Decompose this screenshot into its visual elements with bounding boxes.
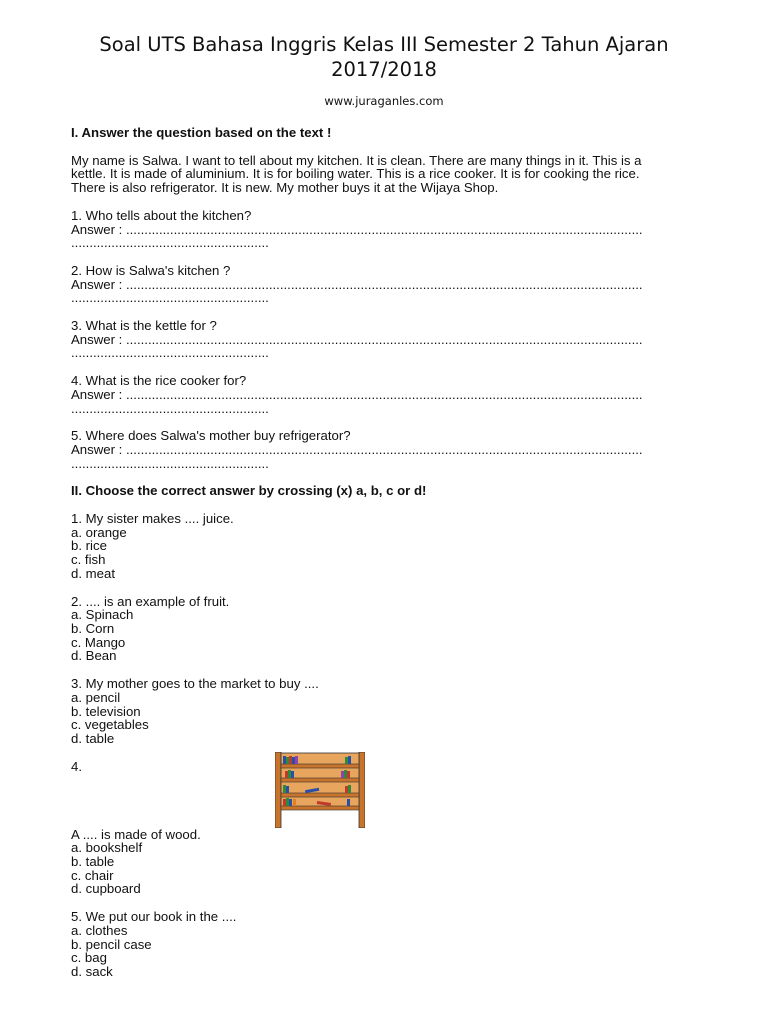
option-c[interactable]: c. chair (71, 867, 114, 883)
question-number: 4. (71, 758, 82, 774)
option-d[interactable]: d. meat (71, 565, 115, 581)
option-d[interactable]: d. sack (71, 963, 113, 979)
mc-question (71, 595, 681, 664)
option-c[interactable]: c. vegetables (71, 717, 149, 733)
question-text: 4. What is the rice cooker for? (71, 373, 247, 389)
option-a[interactable]: a. bookshelf (71, 840, 143, 856)
option-c[interactable]: c. Mango (71, 634, 126, 650)
section-1-heading: I. Answer the question based on the text ! (71, 125, 332, 140)
option-c[interactable]: c. bag (71, 950, 107, 966)
question-4-picture-row (71, 760, 681, 828)
question-stem: 2. .... is an example of fruit. (71, 593, 230, 609)
title-line-2: 2017/2018 (331, 58, 437, 81)
option-a[interactable]: a. pencil (71, 689, 121, 705)
mc-question (71, 760, 681, 897)
question-stem: 1. My sister makes .... juice. (71, 511, 234, 527)
passage-line: kettle. It is made of aluminium. It is for boiling water. This is a rice cooker. It is for cooking the rice. (71, 166, 640, 182)
mc-question (71, 910, 681, 979)
question-text: 3. What is the kettle for ? (71, 318, 217, 334)
option-b[interactable]: b. rice (71, 538, 107, 554)
essay-question (71, 209, 681, 250)
question-text: 1. Who tells about the kitchen? (71, 207, 252, 223)
option-b[interactable]: b. table (71, 854, 115, 870)
answer-continuation[interactable]: ...................................................... (71, 290, 269, 306)
worksheet-content (71, 126, 681, 979)
question-stem: 3. My mother goes to the market to buy .... (71, 676, 319, 692)
reading-passage (71, 154, 681, 195)
answer-continuation[interactable]: ...................................................... (71, 455, 269, 471)
option-d[interactable]: d. cupboard (71, 881, 141, 897)
answer-continuation[interactable]: ...................................................... (71, 345, 269, 361)
option-b[interactable]: b. pencil case (71, 936, 152, 952)
bookshelf-illustration (275, 752, 365, 828)
essay-question (71, 319, 681, 360)
passage-line: My name is Salwa. I want to tell about my kitchen. It is clean. There are many things in it. This is a (71, 152, 642, 168)
option-a[interactable]: a. Spinach (71, 607, 134, 623)
mc-question (71, 512, 681, 581)
section-2-heading: II. Choose the correct answer by crossing (x) a, b, c or d! (71, 483, 427, 499)
answer-line[interactable]: Answer : ............................................................................................................................................. (71, 277, 643, 292)
document-title (0, 32, 768, 82)
mc-question (71, 677, 681, 746)
answer-line[interactable]: Answer : ............................................................................................................................................. (71, 332, 643, 347)
answer-continuation[interactable]: ...................................................... (71, 400, 269, 416)
option-c[interactable]: c. fish (71, 552, 106, 568)
essay-question (71, 374, 681, 415)
answer-line[interactable]: Answer : ............................................................................................................................................. (71, 222, 643, 237)
option-b[interactable]: b. television (71, 703, 141, 719)
answer-continuation[interactable]: ...................................................... (71, 235, 269, 251)
essay-question (71, 429, 681, 470)
title-line-1: Soal UTS Bahasa Inggris Kelas III Semester 2 Tahun Ajaran (99, 33, 669, 56)
passage-line: There is also refrigerator. It is new. My mother buys it at the Wijaya Shop. (71, 180, 499, 196)
option-a[interactable]: a. clothes (71, 922, 128, 938)
option-d[interactable]: d. Bean (71, 648, 117, 664)
answer-line[interactable]: Answer : ............................................................................................................................................. (71, 442, 643, 457)
essay-question (71, 264, 681, 305)
question-text: 2. How is Salwa's kitchen ? (71, 262, 231, 278)
option-d[interactable]: d. table (71, 730, 115, 746)
question-text: 5. Where does Salwa's mother buy refrigerator? (71, 428, 351, 444)
option-b[interactable]: b. Corn (71, 620, 115, 636)
option-a[interactable]: a. orange (71, 524, 127, 540)
website-url: www.juraganles.com (324, 94, 444, 108)
question-stem: 5. We put our book in the .... (71, 909, 237, 925)
question-stem: A .... is made of wood. (71, 826, 201, 842)
answer-line[interactable]: Answer : ............................................................................................................................................. (71, 387, 643, 402)
